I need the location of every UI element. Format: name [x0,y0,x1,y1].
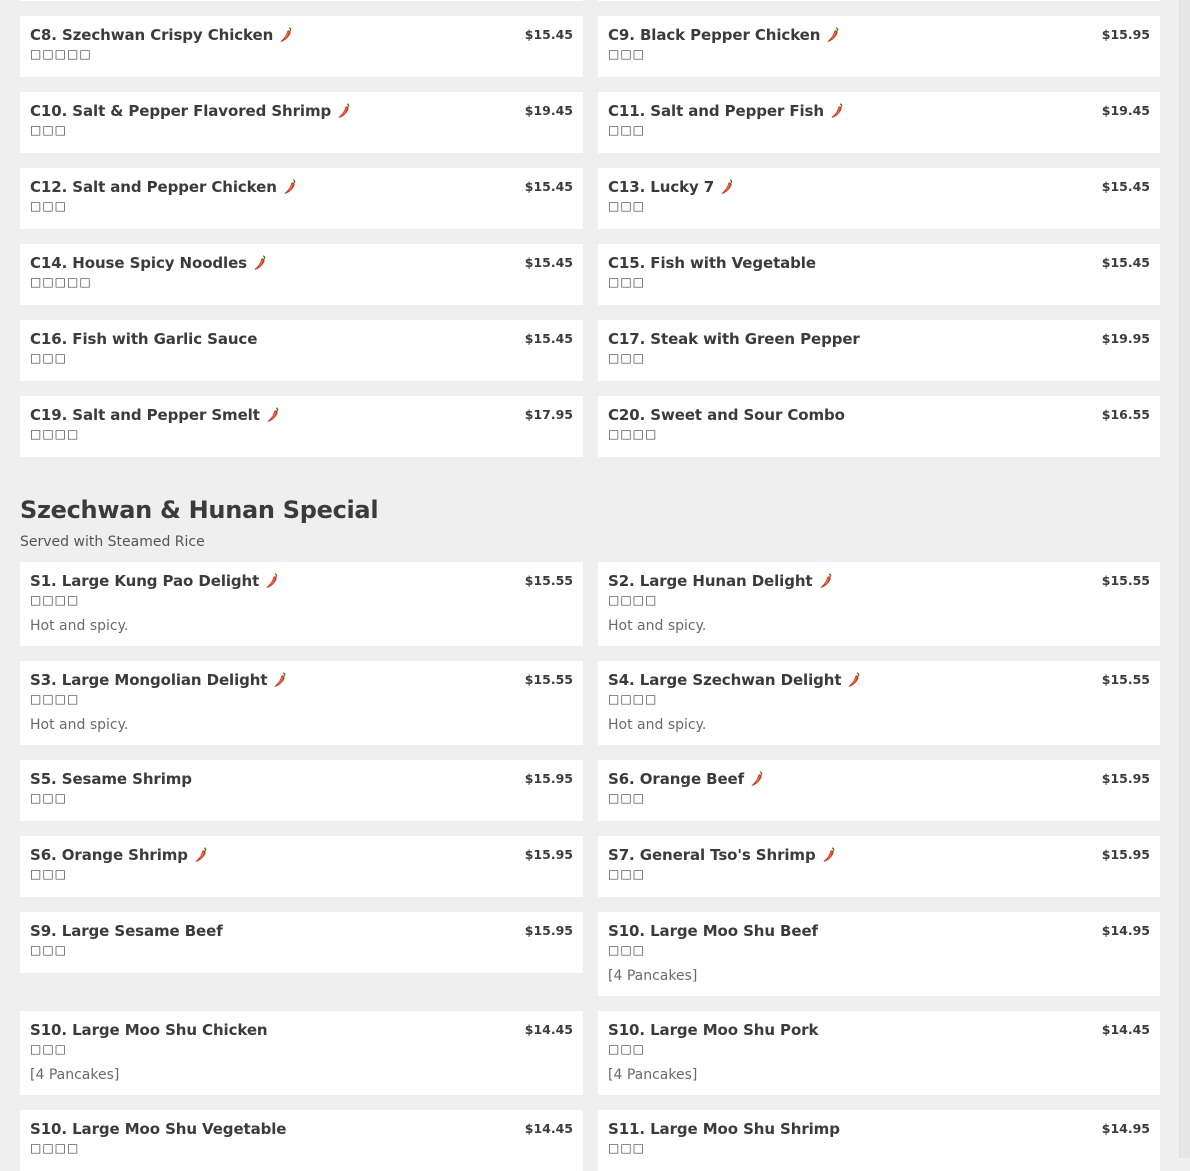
menu-item-chinese-name: □□□ [608,867,646,881]
chili-pepper-icon [847,672,861,688]
menu-item-description: [4 Pancakes] [608,968,698,984]
menu-item-card[interactable] [598,661,1160,745]
chili-pepper-icon [826,27,840,43]
menu-item-price: $15.95 [524,771,573,786]
menu-item-header [608,671,1150,689]
menu-item-chinese-name: □□□ [30,791,68,805]
menu-item-card[interactable] [20,244,583,305]
menu-item-chinese-name: □□□ [30,1042,68,1056]
menu-item-name: C15. Fish with Vegetable [608,254,816,272]
menu-item-price: $15.95 [524,923,573,938]
menu-item-name: S11. Large Moo Shu Shrimp [608,1120,840,1138]
menu-item-header [608,330,1150,348]
menu-item-chinese-name: □□□□ [608,427,658,441]
chili-pepper-icon [822,847,836,863]
menu-item-chinese-name: □□□□ [30,593,80,607]
menu-item-card[interactable] [20,0,583,1]
menu-item-name: C13. Lucky 7 [608,178,715,196]
menu-item-header [608,102,1150,120]
menu-item-chinese-name: □□□□ [30,427,80,441]
menu-grid-chef-specials [20,0,1160,457]
menu-item-card[interactable] [598,92,1160,153]
menu-item-header [30,1120,573,1138]
chili-pepper-icon [253,255,267,271]
menu-item-card[interactable] [598,0,1160,1]
chili-pepper-icon [265,573,279,589]
menu-item-description: Hot and spicy. [30,717,129,733]
menu-item-card[interactable] [598,244,1160,305]
menu-item-chinese-name: □□□□ [608,692,658,706]
menu-item-header [608,1120,1150,1138]
menu-item-price: $15.55 [1101,573,1150,588]
menu-item-card[interactable] [20,661,583,745]
menu-item-price: $16.55 [1101,407,1150,422]
menu-item-header [30,406,573,424]
menu-item-price: $15.45 [524,27,573,42]
chili-pepper-icon [720,179,734,195]
menu-item-price: $15.45 [524,331,573,346]
menu-page [20,0,1160,1171]
menu-item-header [30,102,573,120]
menu-item-price: $15.55 [524,573,573,588]
section-subtitle: Served with Steamed Rice [20,534,205,550]
menu-item-card[interactable] [598,320,1160,381]
menu-item-name: C17. Steak with Green Pepper [608,330,860,348]
menu-item-card[interactable] [20,92,583,153]
menu-item-header [608,178,1150,196]
menu-item-price: $14.45 [1101,1022,1150,1037]
menu-item-name: S10. Large Moo Shu Chicken [30,1021,268,1039]
menu-item-price: $15.95 [1101,27,1150,42]
menu-item-price: $15.45 [524,179,573,194]
menu-item-chinese-name: □□□ [608,123,646,137]
menu-item-card[interactable] [598,912,1160,996]
menu-item-chinese-name: □□□ [30,867,68,881]
menu-item-name: C12. Salt and Pepper Chicken [30,178,277,196]
menu-item-name: S6. Orange Beef [608,770,745,788]
chili-pepper-icon [337,103,351,119]
menu-item-description: Hot and spicy. [30,618,129,634]
menu-item-description: [4 Pancakes] [30,1067,120,1083]
menu-item-price: $14.45 [524,1121,573,1136]
page-scrollbar[interactable] [1179,0,1190,1158]
menu-item-card[interactable] [20,760,583,821]
menu-item-chinese-name: □□□ [608,199,646,213]
chili-pepper-icon [194,847,208,863]
chili-pepper-icon [283,179,297,195]
menu-item-chinese-name: □□□□ [608,593,658,607]
chili-pepper-icon [830,103,844,119]
menu-item-card[interactable] [598,1110,1160,1171]
menu-item-name: C8. Szechwan Crispy Chicken [30,26,274,44]
menu-item-card[interactable] [598,1011,1160,1095]
menu-item-header [608,770,1150,788]
menu-grid-szechwan-hunan [20,562,1160,1171]
menu-item-description: [4 Pancakes] [608,1067,698,1083]
menu-item-header [30,770,573,788]
menu-item-price: $15.55 [524,672,573,687]
menu-item-name: S10. Large Moo Shu Beef [608,922,818,940]
menu-item-header [608,846,1150,864]
chili-pepper-icon [273,672,287,688]
menu-item-name: S1. Large Kung Pao Delight [30,572,260,590]
menu-item-chinese-name: □□□ [608,791,646,805]
menu-item-header [608,922,1150,940]
menu-item-chinese-name: □□□ [608,47,646,61]
chili-pepper-icon [819,573,833,589]
menu-item-price: $14.45 [524,1022,573,1037]
menu-item-card[interactable] [598,562,1160,646]
menu-item-name: S10. Large Moo Shu Vegetable [30,1120,287,1138]
menu-item-header [608,1021,1150,1039]
menu-item-price: $15.45 [524,255,573,270]
menu-item-card[interactable] [20,912,583,973]
menu-item-card[interactable] [20,396,583,457]
menu-item-chinese-name: □□□□□ [30,275,92,289]
menu-item-price: $17.95 [524,407,573,422]
menu-item-price: $15.45 [1101,179,1150,194]
menu-item-price: $19.45 [524,103,573,118]
menu-item-header [608,254,1150,272]
menu-item-description: Hot and spicy. [608,717,707,733]
menu-item-header [30,330,573,348]
menu-item-chinese-name: □□□□ [30,692,80,706]
menu-item-header [30,26,573,44]
section-title: Szechwan & Hunan Special [20,496,379,524]
menu-item-price: $19.95 [1101,331,1150,346]
menu-item-price: $15.95 [1101,847,1150,862]
menu-item-price: $19.45 [1101,103,1150,118]
menu-item-chinese-name: □□□ [608,943,646,957]
menu-item-header [30,178,573,196]
menu-item-card[interactable] [20,168,583,229]
section-header [20,496,1160,550]
menu-item-card[interactable] [598,760,1160,821]
menu-item-chinese-name: □□□□ [30,1141,80,1155]
menu-item-description: Hot and spicy. [608,618,707,634]
menu-item-chinese-name: □□□ [608,1042,646,1056]
menu-item-header [608,572,1150,590]
menu-item-card[interactable] [20,320,583,381]
menu-item-card[interactable] [20,16,583,77]
menu-item-card[interactable] [598,168,1160,229]
menu-item-header [30,572,573,590]
menu-item-card[interactable] [20,836,583,897]
menu-item-header [30,1021,573,1039]
menu-item-chinese-name: □□□ [30,943,68,957]
menu-item-chinese-name: □□□ [608,1141,646,1155]
menu-item-chinese-name: □□□ [608,351,646,365]
menu-item-header [30,254,573,272]
menu-item-chinese-name: □□□ [30,123,68,137]
menu-item-header [30,922,573,940]
menu-item-card[interactable] [598,16,1160,77]
menu-item-chinese-name: □□□□□ [30,47,92,61]
menu-item-card[interactable] [20,562,583,646]
menu-item-name: S9. Large Sesame Beef [30,922,223,940]
menu-item-name: C9. Black Pepper Chicken [608,26,821,44]
menu-item-name: C14. House Spicy Noodles [30,254,247,272]
menu-item-price: $15.55 [1101,672,1150,687]
menu-item-card[interactable] [598,396,1160,457]
menu-item-price: $15.95 [1101,771,1150,786]
chili-pepper-icon [279,27,293,43]
menu-item-price: $14.95 [1101,923,1150,938]
menu-item-card[interactable] [598,836,1160,897]
menu-item-chinese-name: □□□ [608,275,646,289]
menu-item-name: S6. Orange Shrimp [30,846,188,864]
menu-item-name: C20. Sweet and Sour Combo [608,406,845,424]
menu-item-name: C16. Fish with Garlic Sauce [30,330,258,348]
menu-item-price: $15.45 [1101,255,1150,270]
chili-pepper-icon [750,771,764,787]
menu-item-name: S4. Large Szechwan Delight [608,671,842,689]
chili-pepper-icon [266,407,280,423]
menu-item-name: S3. Large Mongolian Delight [30,671,268,689]
menu-item-name: C10. Salt & Pepper Flavored Shrimp [30,102,332,120]
menu-item-name: C11. Salt and Pepper Fish [608,102,824,120]
menu-item-header [608,406,1150,424]
menu-item-chinese-name: □□□ [30,351,68,365]
menu-item-name: S2. Large Hunan Delight [608,572,813,590]
menu-item-chinese-name: □□□ [30,199,68,213]
menu-item-header [30,671,573,689]
menu-item-name: C19. Salt and Pepper Smelt [30,406,260,424]
menu-item-header [30,846,573,864]
menu-item-header [608,26,1150,44]
menu-item-card[interactable] [20,1110,583,1171]
menu-item-name: S5. Sesame Shrimp [30,770,192,788]
menu-item-name: S7. General Tso's Shrimp [608,846,816,864]
menu-item-card[interactable] [20,1011,583,1095]
menu-item-price: $14.95 [1101,1121,1150,1136]
menu-item-name: S10. Large Moo Shu Pork [608,1021,819,1039]
menu-item-price: $15.95 [524,847,573,862]
